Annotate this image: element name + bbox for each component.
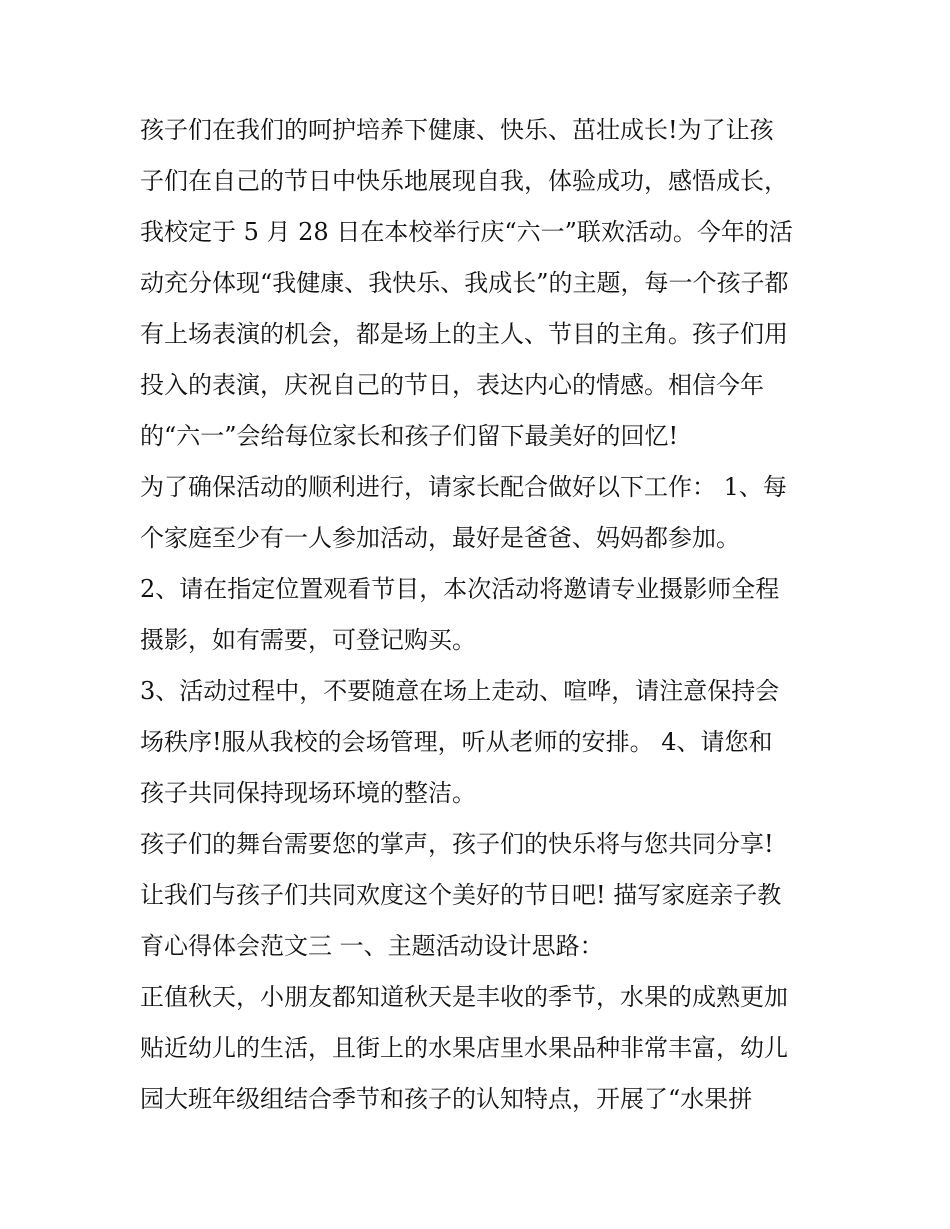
text-line: 孩子们的舞台需要您的掌声，孩子们的快乐将与您共同分享! xyxy=(140,830,774,858)
text-line: 摄影，如有需要，可登记购买。 xyxy=(140,626,476,654)
text-line: 园大班年级组结合季节和孩子的认知特点，开展了“水果拼 xyxy=(140,1085,753,1113)
text-line: 正值秋天，小朋友都知道秋天是丰收的季节，水果的成熟更加 xyxy=(140,983,788,1011)
text-line: 育心得体会范文三 一、主题活动设计思路： xyxy=(140,932,604,960)
text-line: 动充分体现“我健康、我快乐、我成长”的主题，每一个孩子都 xyxy=(140,269,789,297)
text-line: 孩子们在我们的呵护培养下健康、快乐、茁壮成长!为了让孩 xyxy=(140,116,774,144)
text-line: 投入的表演，庆祝自己的节日，表达内心的情感。相信今年 xyxy=(140,371,764,399)
text-line: 有上场表演的机会，都是场上的主人、节目的主角。孩子们用 xyxy=(140,320,788,348)
text-line: 让我们与孩子们共同欢度这个美好的节日吧! 描写家庭亲子教 xyxy=(140,881,782,909)
text-line: 贴近幼儿的生活，且街上的水果店里水果品种非常丰富，幼儿 xyxy=(140,1034,788,1062)
text-line: 的“六一”会给每位家长和孩子们留下最美好的回忆! xyxy=(140,422,679,450)
text-line: 2、请在指定位置观看节目，本次活动将邀请专业摄影师全程 xyxy=(140,575,780,603)
text-line: 3、活动过程中，不要随意在场上走动、喧哗，请注意保持会 xyxy=(140,677,780,705)
text-line: 个家庭至少有一人参加活动，最好是爸爸、妈妈都参加。 xyxy=(140,524,740,552)
text-line: 场秩序!服从我校的会场管理，听从老师的安排。 4、请您和 xyxy=(140,728,773,756)
text-line: 我校定于 5 月 28 日在本校举行庆“六一”联欢活动。今年的活 xyxy=(140,218,793,246)
text-line: 为了确保活动的顺利进行，请家长配合做好以下工作： 1、每 xyxy=(140,473,787,501)
text-line: 子们在自己的节日中快乐地展现自我，体验成功，感悟成长， xyxy=(140,167,788,195)
text-line: 孩子共同保持现场环境的整洁。 xyxy=(140,779,476,807)
